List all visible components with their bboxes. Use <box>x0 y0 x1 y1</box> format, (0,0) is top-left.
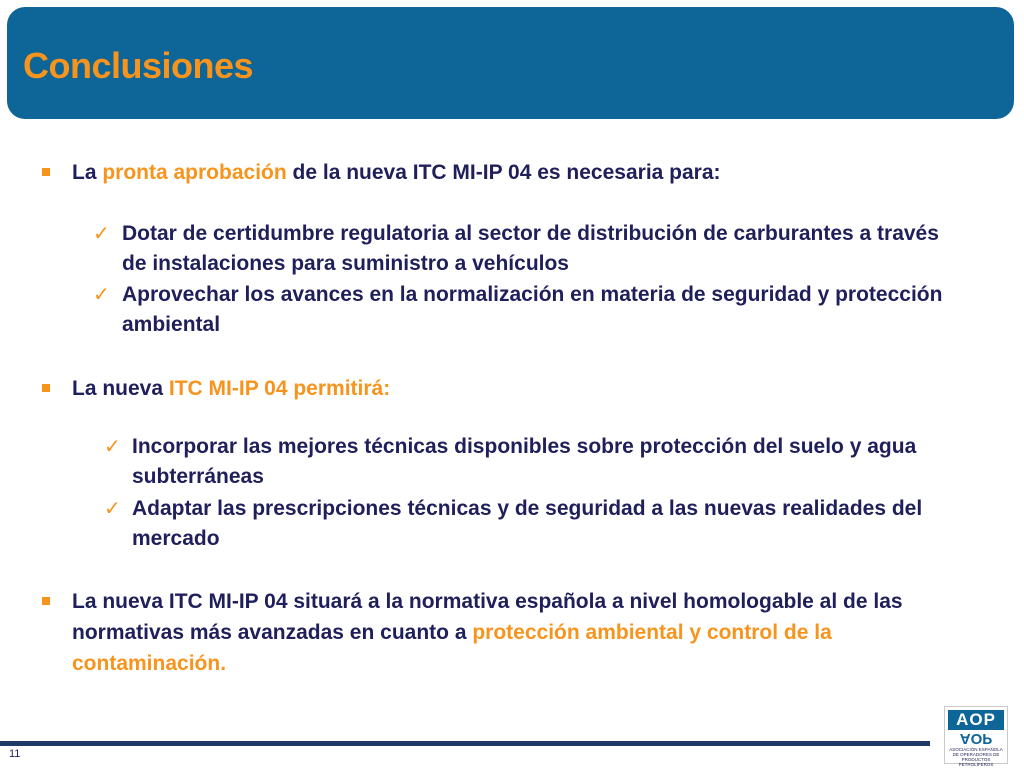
conclusion-1-item-2-line-1: Aprovechar los avances en la normalización en materia de seguridad y protección <box>122 283 943 306</box>
conclusion-2-text <box>72 374 390 404</box>
checkmark-icon: ✓ <box>104 436 121 458</box>
conclusion-2-highlight: ITC MI-IP 04 permitirá: <box>168 377 391 400</box>
conclusion-3-line-2-part1: normativas más avanzadas en cuanto a <box>72 621 473 644</box>
conclusion-2-item-1-line-2: subterráneas <box>132 465 264 488</box>
square-bullet-icon <box>42 384 50 392</box>
slide-title: Conclusiones <box>23 45 254 86</box>
aop-logo <box>944 706 1008 767</box>
page-number: 11 <box>9 748 21 760</box>
logo-caption: ASOCIACIÓN ESPAÑOLA DE OPERADORES DE PRODUCTOS PETROLÍFEROS <box>949 747 1003 767</box>
square-bullet-icon <box>42 597 50 605</box>
checkmark-icon: ✓ <box>93 223 110 245</box>
conclusion-3-line-1: La nueva ITC MI-IP 04 situará a la normativa española a nivel homologable al de las <box>72 590 903 613</box>
checkmark-icon: ✓ <box>93 284 110 306</box>
conclusion-2-item-1-line-1: Incorporar las mejores técnicas disponibles sobre protección del suelo y agua <box>132 435 917 458</box>
conclusion-3-line-3: contaminación. <box>72 652 227 675</box>
footer-divider <box>0 741 930 746</box>
conclusion-2-part1: La nueva <box>72 377 169 400</box>
conclusion-2-item-2-line-1: Adaptar las prescripciones técnicas y de seguridad a las nuevas realidades del <box>132 497 923 520</box>
conclusion-1-item-2-line-2: ambiental <box>122 313 221 336</box>
conclusion-3-line-2 <box>72 618 832 648</box>
conclusion-1-part1: La <box>72 161 103 184</box>
logo-mirror-wordmark: AOP <box>959 730 993 747</box>
conclusion-1-item-1-line-2: de instalaciones para suministro a vehículos <box>122 252 569 275</box>
conclusion-1-part2: de la nueva ITC MI-IP 04 es necesaria para: <box>286 161 721 184</box>
square-bullet-icon <box>42 168 50 176</box>
logo-wordmark: AOP <box>948 710 1004 730</box>
conclusion-2-item-2-line-2: mercado <box>132 527 220 550</box>
conclusion-1-highlight: pronta aprobación <box>102 161 287 184</box>
conclusion-1-text <box>72 158 721 188</box>
conclusion-3-line-2-highlight: protección ambiental y control de la <box>472 621 832 644</box>
checkmark-icon: ✓ <box>104 498 121 520</box>
conclusion-1-item-1-line-1: Dotar de certidumbre regulatoria al sector de distribución de carburantes a través <box>122 222 939 245</box>
